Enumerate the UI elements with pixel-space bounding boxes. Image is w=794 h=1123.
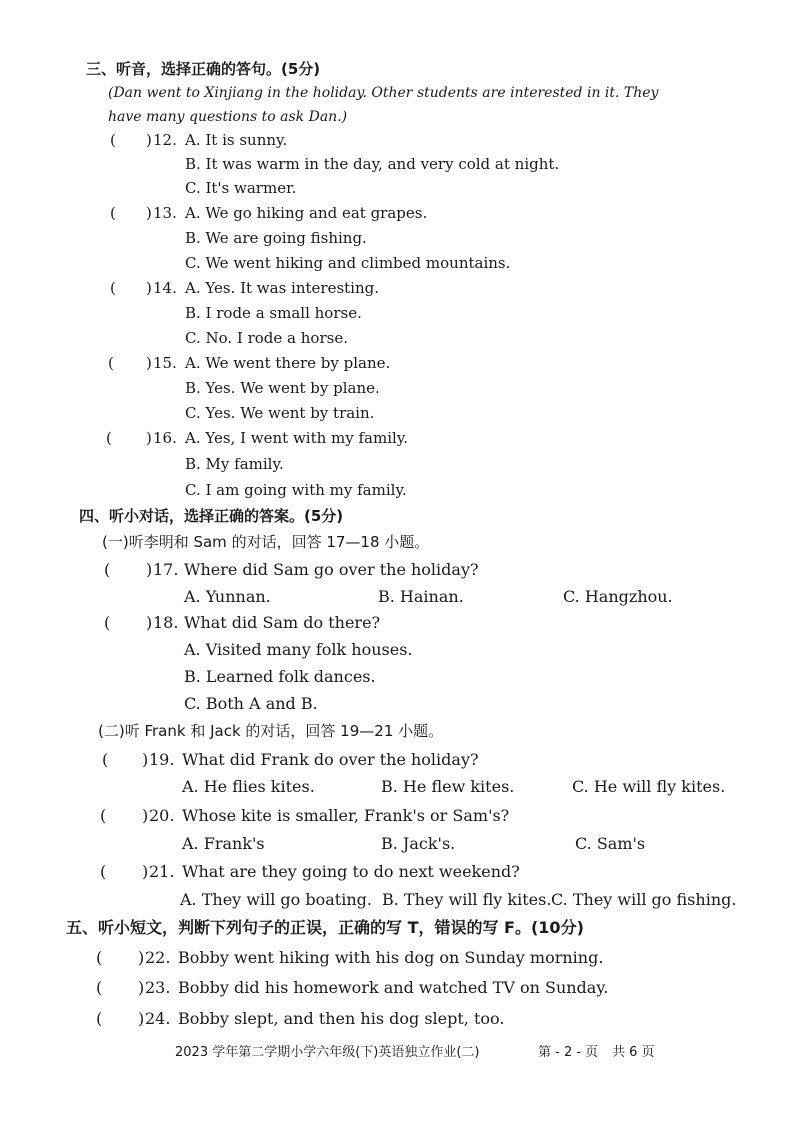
question-number: 23. [145,978,171,997]
option-b: B. I rode a small horse. [185,304,362,322]
section-4-part-1: (一)听李明和 Sam 的对话，回答 17—18 小题。 [102,533,430,551]
question-stem: Bobby slept, and then his dog slept, too. [178,1009,505,1028]
option-a: A. We go hiking and eat grapes. [185,204,428,222]
answer-bracket-open: ( [100,806,107,825]
answer-bracket-close: ) [138,948,145,967]
answer-bracket-open: ( [96,948,103,967]
question-number: 17. [153,560,179,579]
question-stem: What did Frank do over the holiday? [182,750,479,769]
question-number: 21. [149,862,175,881]
answer-bracket-close: ) [146,131,152,149]
option-a: A. They will go boating. [180,890,372,909]
answer-bracket-close: ) [146,429,152,447]
option-c: C. Sam's [575,834,646,853]
question-stem: Bobby went hiking with his dog on Sunday morning. [178,948,604,967]
option-c: C. They will go fishing. [551,890,737,909]
answer-bracket-close: ) [142,750,149,769]
option-c: C. Yes. We went by train. [185,404,375,422]
option-a: A. Yes, I went with my family. [185,429,409,447]
answer-bracket-close: ) [142,806,149,825]
option-a: A. Yes. It was interesting. [185,279,380,297]
answer-bracket-open: ( [100,862,107,881]
answer-bracket-open: ( [104,613,111,632]
option-a: A. We went there by plane. [185,354,391,372]
question-stem: What did Sam do there? [184,613,381,632]
answer-bracket-close: ) [146,613,153,632]
option-a: A. Visited many folk houses. [184,640,413,659]
option-b: B. Jack's. [381,834,456,853]
answer-bracket-open: ( [108,354,114,372]
section-3-intro-line-1: (Dan went to Xinjiang in the holiday. Other students are interested in it. They [108,85,659,101]
answer-bracket-close: ) [146,279,152,297]
option-a: A. It is sunny. [185,131,288,149]
footer-total-pages: 共 6 页 [612,1045,655,1060]
answer-bracket-open: ( [110,279,116,297]
question-number: 18. [153,613,179,632]
option-c: C. It's warmer. [185,179,297,197]
option-c: C. He will fly kites. [572,777,726,796]
answer-bracket-open: ( [96,978,103,997]
option-c: C. I am going with my family. [185,481,407,499]
answer-bracket-open: ( [106,429,112,447]
option-a: A. Yunnan. [184,587,271,606]
question-number: 19. [149,750,175,769]
answer-bracket-open: ( [110,204,116,222]
section-3-intro-line-2: have many questions to ask Dan.) [108,109,348,125]
question-stem: Whose kite is smaller, Frank's or Sam's? [182,806,510,825]
option-c: C. We went hiking and climbed mountains. [185,254,511,272]
answer-bracket-open: ( [104,560,111,579]
answer-bracket-close: ) [146,560,153,579]
option-c: C. Hangzhou. [563,587,673,606]
option-a: A. Frank's [182,834,265,853]
question-number: 20. [149,806,175,825]
question-number: 12. [153,131,177,149]
answer-bracket-close: ) [146,354,152,372]
question-number: 24. [145,1009,171,1028]
section-3-title: 三、听音，选择正确的答句。(5分) [86,60,321,78]
question-number: 16. [153,429,177,447]
answer-bracket-open: ( [96,1009,103,1028]
footer-title: 2023 学年第二学期小学六年级(下)英语独立作业(二) [175,1045,480,1060]
option-b: B. They will fly kites. [382,890,552,909]
option-c: C. No. I rode a horse. [185,329,348,347]
section-4-title: 四、听小对话，选择正确的答案。(5分) [79,507,344,525]
option-c: C. Both A and B. [184,694,318,713]
question-stem: What are they going to do next weekend? [182,862,520,881]
answer-bracket-close: ) [138,1009,145,1028]
answer-bracket-open: ( [110,131,116,149]
option-a: A. He flies kites. [182,777,315,796]
option-b: B. Yes. We went by plane. [185,379,380,397]
option-b: B. My family. [185,455,284,473]
option-b: B. He flew kites. [381,777,515,796]
option-b: B. Hainan. [378,587,464,606]
question-stem: Where did Sam go over the holiday? [184,560,479,579]
option-b: B. Learned folk dances. [184,667,376,686]
question-number: 15. [153,354,177,372]
question-number: 14. [153,279,177,297]
option-b: B. We are going fishing. [185,229,367,247]
answer-bracket-close: ) [146,204,152,222]
answer-bracket-open: ( [102,750,109,769]
footer-page-number: 第 - 2 - 页 [538,1045,599,1060]
answer-bracket-close: ) [138,978,145,997]
section-4-part-2: (二)听 Frank 和 Jack 的对话，回答 19—21 小题。 [98,722,444,740]
section-5-title: 五、听小短文，判断下列句子的正误，正确的写 T，错误的写 F。(10分) [66,918,584,937]
question-number: 22. [145,948,171,967]
answer-bracket-close: ) [142,862,149,881]
question-stem: Bobby did his homework and watched TV on Sunday. [178,978,609,997]
option-b: B. It was warm in the day, and very cold at night. [185,155,560,173]
question-number: 13. [153,204,177,222]
